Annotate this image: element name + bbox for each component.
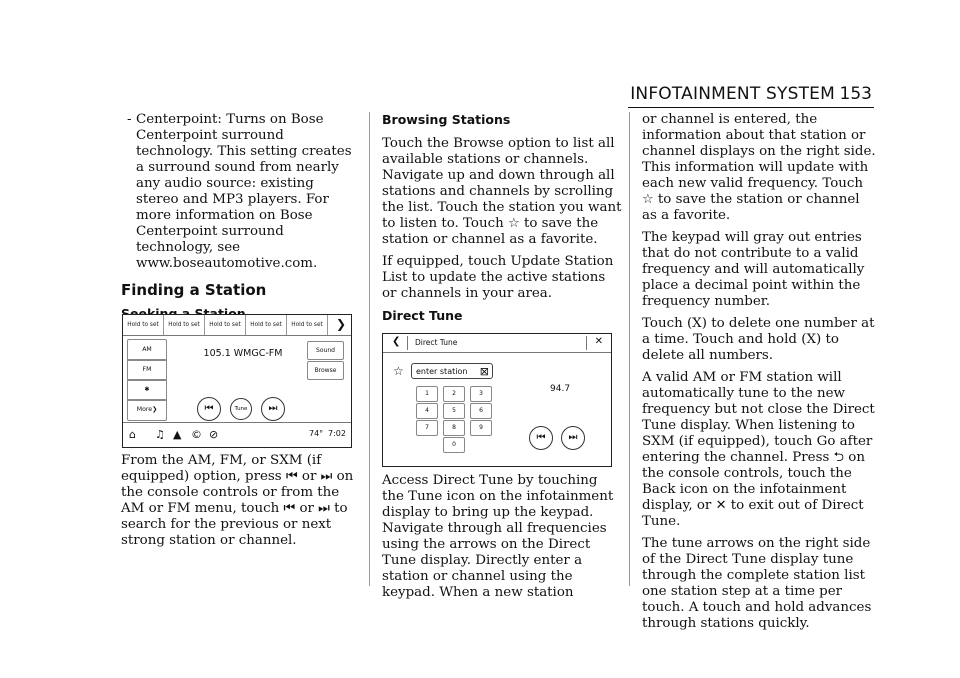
paragraph: The tune arrows on the right side of the Direct Tune display tune through the complete station list one station step at a time per touch. A touch and hold advances through stations quickly. (642, 536, 872, 631)
preset-button[interactable]: Hold to set (205, 315, 246, 335)
preset-button[interactable]: Hold to set (246, 315, 287, 335)
paragraph (642, 370, 878, 530)
section-title: INFOTAINMENT SYSTEM (630, 84, 835, 104)
column-3 (642, 112, 878, 638)
temperature: 74° (309, 429, 324, 438)
seek-forward-icon: ⏭ (320, 469, 333, 484)
keypad-key[interactable]: 8 (443, 420, 465, 436)
text: on the console controls, touch the Back icon on the infotainment display, or (642, 450, 865, 513)
phone-icon[interactable]: © (191, 428, 202, 441)
keypad-key[interactable]: 3 (470, 386, 492, 402)
paragraph (121, 453, 357, 549)
bluetooth-icon[interactable]: ✱ (127, 379, 167, 401)
keypad-key[interactable]: 1 (416, 386, 438, 402)
text: Touch the Browse option to list all available stations or channels. Navigate up and down through all stations and channels by scrolling the list. Touch the station you want to listen to. Touch (382, 136, 622, 231)
seek-back-icon[interactable]: ⏮ (197, 397, 221, 421)
keypad-key[interactable]: 9 (470, 420, 492, 436)
tune-button[interactable]: Tune (230, 398, 252, 420)
star-icon: ☆ (642, 192, 654, 207)
star-icon: ☆ (508, 216, 520, 231)
keypad-key[interactable]: 0 (443, 437, 465, 453)
paragraph (382, 136, 622, 248)
entry-placeholder: enter station (416, 367, 468, 376)
paragraph: The keypad will gray out entries that do not contribute to a valid frequency and will automatically place a decimal point within the frequency number. (642, 230, 865, 309)
back-arrow-icon: ⮌ (833, 450, 845, 465)
status-bar (123, 422, 351, 447)
text: to save the station or channel as a favorite. (642, 192, 860, 223)
music-icon[interactable]: ♫ (155, 428, 165, 441)
seek-back-icon[interactable]: ⏮ (529, 426, 553, 450)
delete-icon[interactable]: ⊠ (479, 365, 489, 378)
column-2-lower (382, 473, 622, 607)
direct-tune-header (383, 334, 611, 353)
text: to exit out of Direct Tune. (642, 498, 864, 529)
text: or channel is entered, the information about that station or channel displays on the right side. This information will update with each new valid frequency. Touch (642, 112, 876, 191)
text: From the AM, FM, or SXM (if equipped) option, press (121, 453, 322, 484)
close-icon: ✕ (715, 498, 727, 513)
keypad-key[interactable]: 2 (443, 386, 465, 402)
station-entry-field[interactable] (411, 363, 493, 379)
star-icon[interactable]: ☆ (393, 364, 404, 378)
preset-button[interactable]: Hold to set (123, 315, 164, 335)
text: to search for the previous or next strong station or channel. (121, 501, 348, 548)
seek-back-icon: ⏮ (283, 501, 296, 516)
preset-button[interactable]: Hold to set (164, 315, 205, 335)
page-number: 153 (839, 84, 872, 104)
station-name: 105.1 WMGC-FM (203, 348, 283, 359)
chevron-right-icon[interactable]: ❯ (335, 317, 346, 331)
paragraph (642, 112, 878, 224)
column-1-lower (121, 453, 357, 555)
back-icon[interactable]: ❮ (392, 336, 401, 347)
frequency-display: 94.7 (550, 384, 571, 394)
preset-bar (123, 315, 351, 336)
more-button[interactable]: More❯ (127, 399, 167, 421)
keypad-key[interactable]: 6 (470, 403, 492, 419)
direct-tune-screen-illustration (382, 333, 612, 467)
bullet-dash: - (127, 112, 132, 127)
text: or (299, 501, 314, 516)
column-1 (121, 112, 357, 330)
paragraph: If equipped, touch Update Station List to update the active stations or channels in your area. (382, 254, 614, 301)
text: or (301, 469, 317, 484)
close-icon[interactable]: ✕ (594, 336, 603, 347)
paragraph: Touch (X) to delete one number at a time. Touch and hold (X) to delete all numbers. (642, 316, 875, 363)
divider (407, 336, 408, 350)
text: to save the station or channel as a favorite. (382, 216, 599, 247)
paragraph: Access Direct Tune by touching the Tune icon on the infotainment display to bring up the keypad. Navigate through all frequencies using the arrows on the Direct Tune display. Directly enter a station or channel using the keypad. When a new station (382, 473, 614, 600)
section-heading: Browsing Stations (382, 112, 511, 127)
text: A valid AM or FM station will automatically tune to the new frequency but not close the Direct Tune display. When listening to SXM (if equipped), touch Go after entering the channel. Press (642, 370, 875, 465)
bullet-item (121, 112, 357, 272)
preset-button[interactable]: Hold to set (287, 315, 328, 335)
divider (586, 336, 587, 350)
sound-button[interactable]: Sound (307, 341, 344, 360)
home-icon[interactable]: ⌂ (129, 428, 136, 441)
apps-icon[interactable]: ⊘ (209, 428, 219, 441)
subheading: Direct Tune (382, 308, 463, 323)
section-heading: Finding a Station (121, 281, 267, 299)
keypad-key[interactable]: 7 (416, 420, 438, 436)
am-button[interactable]: AM (127, 339, 167, 361)
browse-button[interactable]: Browse (307, 361, 344, 380)
keypad-key[interactable]: 5 (443, 403, 465, 419)
seek-back-icon: ⏮ (285, 469, 298, 484)
column-2 (382, 112, 622, 332)
navigation-icon[interactable]: ▲ (173, 428, 182, 441)
column-divider (629, 112, 630, 586)
header-rule (628, 107, 874, 108)
fm-button[interactable]: FM (127, 359, 167, 381)
text: on the console controls or from the AM or FM menu, touch (121, 469, 354, 516)
column-divider (369, 112, 370, 586)
seek-forward-icon: ⏭ (318, 501, 330, 516)
direct-tune-title: Direct Tune (415, 338, 458, 347)
keypad-key[interactable]: 4 (416, 403, 438, 419)
page-header (0, 84, 960, 106)
seek-forward-icon[interactable]: ⏭ (561, 426, 585, 450)
radio-screen-illustration (122, 314, 352, 448)
bullet-text: Centerpoint: Turns on Bose Centerpoint surround technology. This setting creates a surround sound from nearly any audio source: existing stereo and MP3 players. For more information on Bose Centerpoint surround technology, see www.boseautomotive.com. (136, 112, 352, 271)
seek-forward-icon[interactable]: ⏭ (261, 397, 285, 421)
clock: 7:02 (328, 429, 346, 438)
